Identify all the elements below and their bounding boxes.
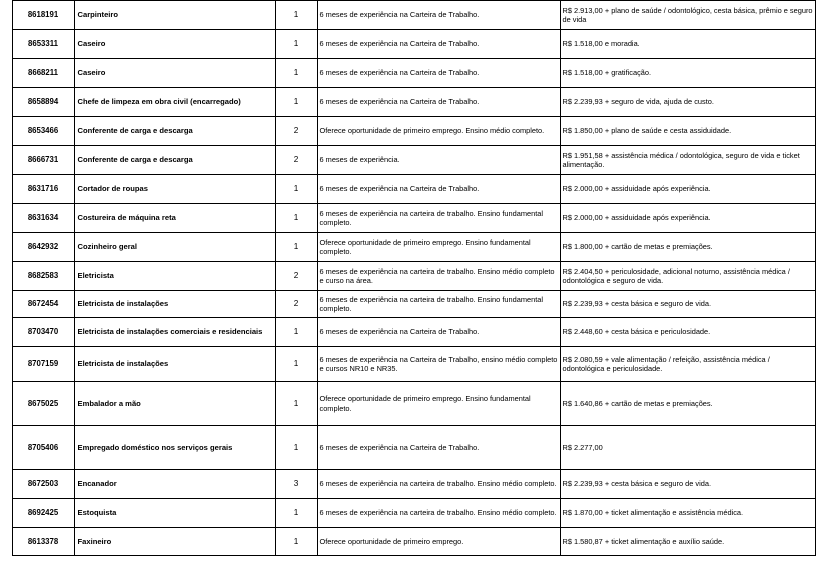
requirements: 6 meses de experiência na carteira de trabalho. Ensino médio completo e curso na área.: [317, 262, 560, 291]
job-title: Caseiro: [74, 30, 275, 59]
vacancy-code: 8668211: [12, 59, 74, 88]
job-title: Costureira de máquina reta: [74, 204, 275, 233]
salary-benefits: R$ 2.404,50 + periculosidade, adicional noturno, assistência médica / odontológica e seguro de vida.: [560, 262, 815, 291]
table-row: [0, 426, 815, 470]
vacancy-count: 1: [275, 88, 317, 117]
requirements: 6 meses de experiência na carteira de trabalho. Ensino fundamental completo.: [317, 204, 560, 233]
vacancy-count: 1: [275, 175, 317, 204]
requirements: 6 meses de experiência na Carteira de Trabalho.: [317, 30, 560, 59]
vacancy-code: 8682583: [12, 262, 74, 291]
table-row: [0, 59, 815, 88]
salary-benefits: R$ 1.518,00 + gratificação.: [560, 59, 815, 88]
vacancy-count: 3: [275, 470, 317, 499]
vacancy-code: 8672503: [12, 470, 74, 499]
salary-benefits: R$ 2.448,60 + cesta básica e periculosidade.: [560, 318, 815, 347]
vacancy-count: 1: [275, 499, 317, 528]
job-title: Empregado doméstico nos serviços gerais: [74, 426, 275, 470]
vacancy-count: 2: [275, 262, 317, 291]
table-row: [0, 175, 815, 204]
vacancy-code: 8613378: [12, 528, 74, 556]
vacancy-count: 2: [275, 291, 317, 318]
requirements: Oferece oportunidade de primeiro emprego. Ensino médio completo.: [317, 117, 560, 146]
table-row: [0, 382, 815, 426]
vacancy-count: 1: [275, 204, 317, 233]
vacancy-code: 8707159: [12, 347, 74, 382]
requirements: Oferece oportunidade de primeiro emprego. Ensino fundamental completo.: [317, 382, 560, 426]
vacancy-code: 8631634: [12, 204, 74, 233]
requirements: 6 meses de experiência na Carteira de Trabalho.: [317, 59, 560, 88]
table-row: [0, 1, 815, 30]
vacancy-code: 8672454: [12, 291, 74, 318]
requirements: Oferece oportunidade de primeiro emprego.: [317, 528, 560, 556]
requirements: 6 meses de experiência na carteira de trabalho. Ensino fundamental completo.: [317, 291, 560, 318]
requirements: Oferece oportunidade de primeiro emprego. Ensino fundamental completo.: [317, 233, 560, 262]
salary-benefits: R$ 2.913,00 + plano de saúde / odontológico, cesta básica, prêmio e seguro de vida: [560, 1, 815, 30]
table-row: [0, 88, 815, 117]
salary-benefits: R$ 1.640,86 + cartão de metas e premiações.: [560, 382, 815, 426]
vacancy-code: 8653466: [12, 117, 74, 146]
job-title: Encanador: [74, 470, 275, 499]
vacancy-count: 1: [275, 59, 317, 88]
vacancy-count: 1: [275, 426, 317, 470]
table-row: [0, 291, 815, 318]
table-row: [0, 233, 815, 262]
job-title: Eletricista de instalações: [74, 291, 275, 318]
requirements: 6 meses de experiência na Carteira de Trabalho.: [317, 426, 560, 470]
vacancy-count: 1: [275, 382, 317, 426]
salary-benefits: R$ 2.000,00 + assiduidade após experiência.: [560, 204, 815, 233]
vacancy-count: 1: [275, 347, 317, 382]
requirements: 6 meses de experiência na Carteira de Trabalho.: [317, 318, 560, 347]
job-title: Cozinheiro geral: [74, 233, 275, 262]
requirements: 6 meses de experiência na Carteira de Trabalho.: [317, 88, 560, 117]
requirements: 6 meses de experiência na Carteira de Trabalho, ensino médio completo e cursos NR10 e NR35.: [317, 347, 560, 382]
table-row: [0, 204, 815, 233]
vacancy-code: 8653311: [12, 30, 74, 59]
job-title: Conferente de carga e descarga: [74, 117, 275, 146]
job-title: Cortador de roupas: [74, 175, 275, 204]
vacancy-count: 2: [275, 117, 317, 146]
table-row: [0, 318, 815, 347]
salary-benefits: R$ 2.239,93 + cesta básica e seguro de vida.: [560, 291, 815, 318]
vacancy-count: 1: [275, 1, 317, 30]
salary-benefits: R$ 1.951,58 + assistência médica / odontológica, seguro de vida e ticket alimentação.: [560, 146, 815, 175]
salary-benefits: R$ 2.080,59 + vale alimentação / refeição, assistência médica / odontológica e periculosidade.: [560, 347, 815, 382]
salary-benefits: R$ 1.870,00 + ticket alimentação e assistência médica.: [560, 499, 815, 528]
salary-benefits: R$ 1.850,00 + plano de saúde e cesta assiduidade.: [560, 117, 815, 146]
job-title: Faxineiro: [74, 528, 275, 556]
vacancy-code: 8692425: [12, 499, 74, 528]
vacancy-count: 1: [275, 528, 317, 556]
salary-benefits: R$ 1.800,00 + cartão de metas e premiações.: [560, 233, 815, 262]
salary-benefits: R$ 2.239,93 + cesta básica e seguro de vida.: [560, 470, 815, 499]
vacancy-code: 8675025: [12, 382, 74, 426]
requirements: 6 meses de experiência na carteira de trabalho. Ensino médio completo.: [317, 499, 560, 528]
vacancy-code: 8703470: [12, 318, 74, 347]
requirements: 6 meses de experiência na Carteira de Trabalho.: [317, 175, 560, 204]
requirements: 6 meses de experiência na Carteira de Trabalho.: [317, 1, 560, 30]
vacancy-code: 8658894: [12, 88, 74, 117]
requirements: 6 meses de experiência.: [317, 146, 560, 175]
job-title: Eletricista: [74, 262, 275, 291]
job-title: Eletricista de instalações: [74, 347, 275, 382]
table-row: [0, 262, 815, 291]
vacancy-count: 1: [275, 30, 317, 59]
vacancy-count: 1: [275, 233, 317, 262]
table-row: [0, 146, 815, 175]
table-row: [0, 470, 815, 499]
salary-benefits: R$ 2.000,00 + assiduidade após experiência.: [560, 175, 815, 204]
job-title: Estoquista: [74, 499, 275, 528]
table-row: [0, 117, 815, 146]
vacancy-code: 8618191: [12, 1, 74, 30]
job-title: Chefe de limpeza em obra civil (encarregado): [74, 88, 275, 117]
job-title: Embalador a mão: [74, 382, 275, 426]
job-title: Eletricista de instalações comerciais e residenciais: [74, 318, 275, 347]
salary-benefits: R$ 2.277,00: [560, 426, 815, 470]
job-title: Caseiro: [74, 59, 275, 88]
vacancy-code: 8631716: [12, 175, 74, 204]
job-title: Conferente de carga e descarga: [74, 146, 275, 175]
vacancy-code: 8642932: [12, 233, 74, 262]
table-row: [0, 347, 815, 382]
table-row: [0, 528, 815, 556]
salary-benefits: R$ 1.518,00 e moradia.: [560, 30, 815, 59]
requirements: 6 meses de experiência na carteira de trabalho. Ensino médio completo.: [317, 470, 560, 499]
job-title: Carpinteiro: [74, 1, 275, 30]
vacancy-code: 8705406: [12, 426, 74, 470]
vacancy-count: 1: [275, 318, 317, 347]
salary-benefits: R$ 1.580,87 + ticket alimentação e auxílio saúde.: [560, 528, 815, 556]
vacancy-count: 2: [275, 146, 317, 175]
table-row: [0, 499, 815, 528]
table-row: [0, 30, 815, 59]
salary-benefits: R$ 2.239,93 + seguro de vida, ajuda de custo.: [560, 88, 815, 117]
vacancy-code: 8666731: [12, 146, 74, 175]
